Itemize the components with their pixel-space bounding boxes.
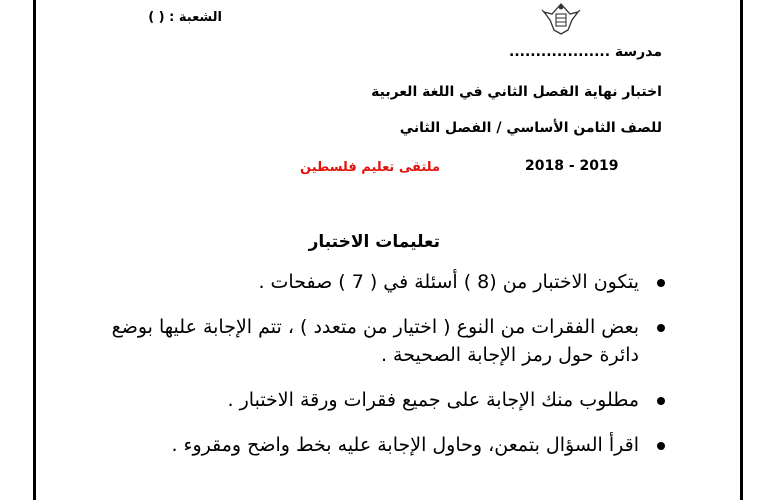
instructions-list — [105, 268, 665, 476]
academic-year: 2018 - 2019 — [525, 158, 619, 174]
exam-title: اختبار نهاية الفصل الثاني في اللغة العربية — [371, 84, 662, 100]
list-item: مطلوب منك الإجابة على جميع فقرات ورقة الاختبار . — [105, 386, 665, 414]
forum-name: ملتقى تعليم فلسطين — [300, 160, 440, 175]
list-item: بعض الفقرات من النوع ( اختيار من متعدد ) ، تتم الإجابة عليها بوضع دائرة حول رمز الإجابة الصحيحة . — [105, 313, 665, 369]
instructions-heading: تعليمات الاختبار — [308, 232, 440, 252]
section-value: ( ) — [148, 10, 165, 25]
section-field — [148, 10, 222, 25]
grade-line: للصف الثامن الأساسي / الفصل الثاني — [399, 120, 662, 136]
palestinian-authority-emblem-icon — [540, 0, 582, 36]
school-field: مدرسة ................... — [509, 44, 662, 60]
list-item: اقرأ السؤال بتمعن، وحاول الإجابة عليه بخط واضح ومقروء . — [105, 431, 665, 459]
section-label: الشعبة : — [169, 10, 222, 25]
page-border-right — [740, 0, 743, 500]
page-border-left — [33, 0, 36, 500]
list-item: يتكون الاختبار من (8 ) أسئلة في ( 7 ) صفحات . — [105, 268, 665, 296]
